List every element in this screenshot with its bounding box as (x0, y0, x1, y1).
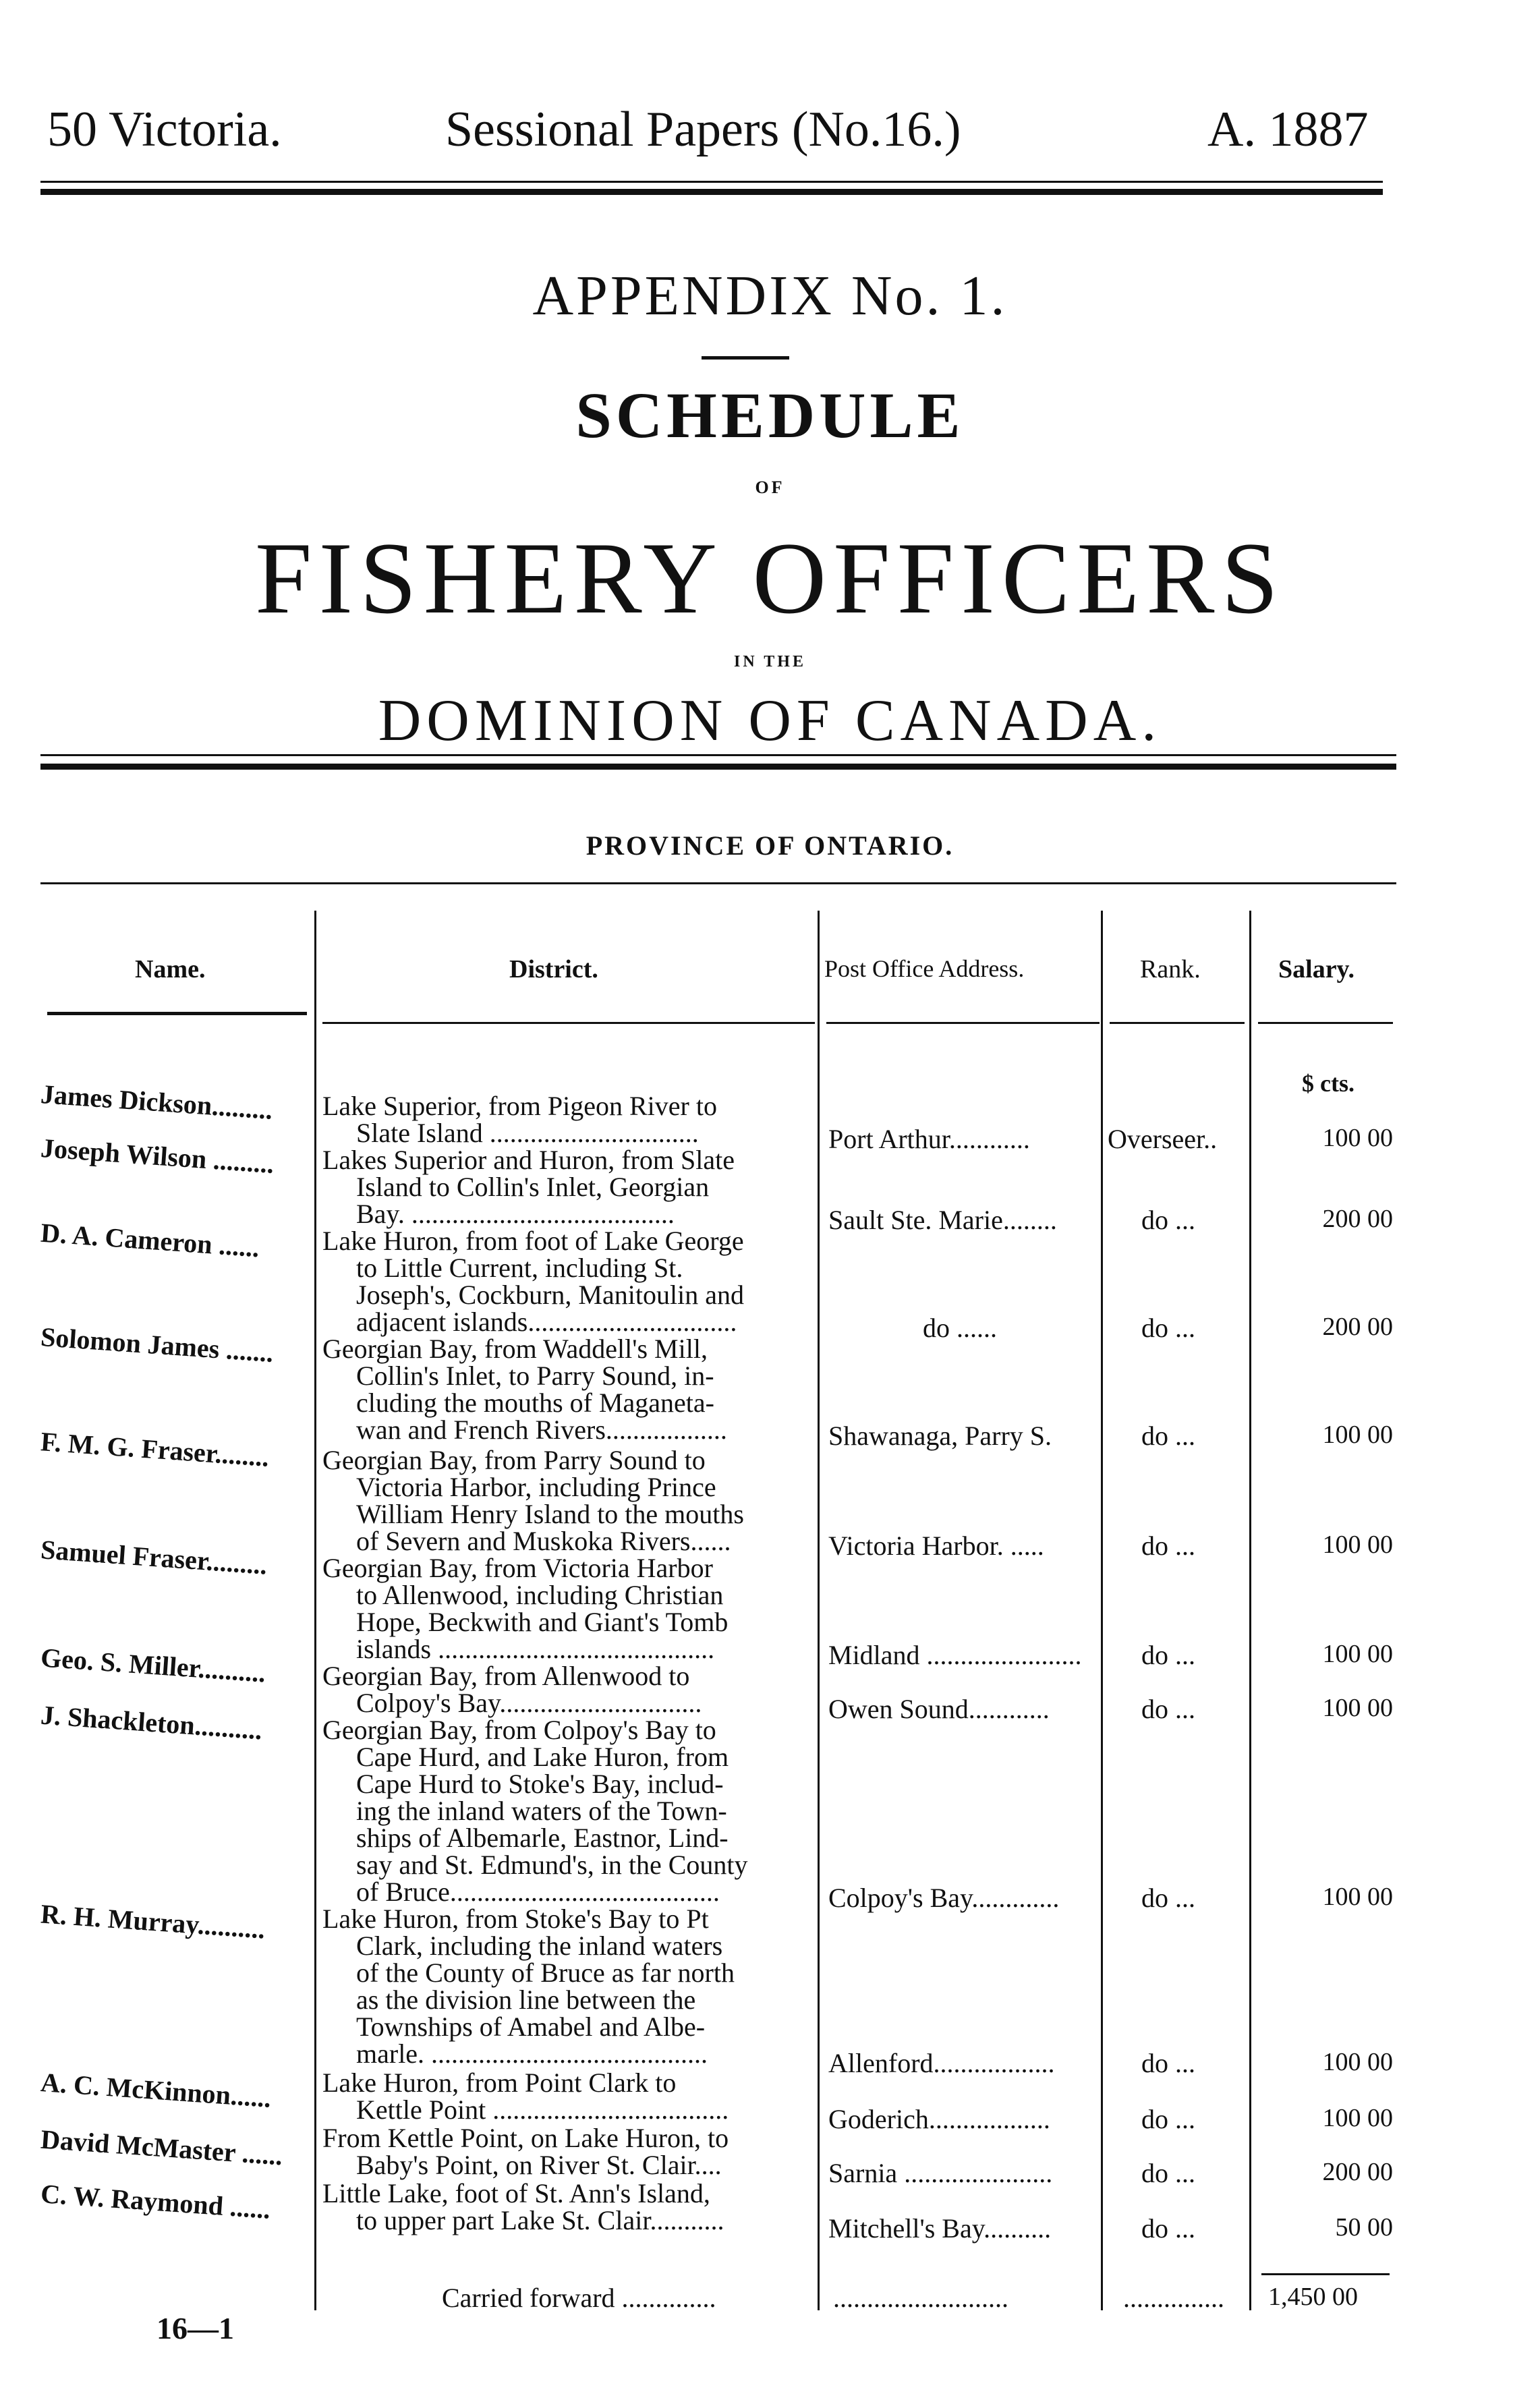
col-header-name: Name. (135, 955, 206, 983)
header-rule-thin (40, 181, 1383, 183)
carried-forward-leader: .......................... (833, 2283, 1008, 2313)
rank-cell: Overseer.. (1108, 1124, 1218, 1154)
appendix-title: APPENDIX No. 1. (532, 264, 1008, 327)
district-line: cluding the mouths of Maganeta- (356, 1388, 714, 1418)
district-line: Georgian Bay, from Waddell's Mill, (322, 1334, 708, 1364)
salary-cell: 100 00 (1322, 1124, 1393, 1152)
district-line: Lake Huron, from foot of Lake George (322, 1226, 744, 1256)
district-cell (322, 1717, 822, 1906)
post-office-cell: Allenford.................. (828, 2048, 1055, 2078)
officer-name: James Dickson......... (39, 1079, 274, 1125)
district-line: Lake Huron, from Stoke's Bay to Pt (322, 1904, 709, 1934)
district-line: Collin's Inlet, to Parry Sound, in- (356, 1361, 714, 1391)
district-line: Georgian Bay, from Allenwood to (322, 1661, 690, 1691)
salary-cell: 100 00 (1322, 1421, 1393, 1449)
district-line: Hope, Beckwith and Giant's Tomb (356, 1607, 729, 1637)
district-line: of Bruce........................................ (356, 1877, 720, 1907)
salary-cell: 100 00 (1322, 2104, 1393, 2132)
salary-cell: 200 00 (1322, 1313, 1393, 1341)
rank-cell: do ... (1141, 1531, 1195, 1561)
header-underline (1110, 1022, 1245, 1024)
schedule-title: SCHEDULE (575, 379, 965, 451)
district-cell (322, 2069, 822, 2123)
post-office-cell: Colpoy's Bay............. (828, 1883, 1060, 1913)
district-line: ships of Albemarle, Eastnor, Lind- (356, 1823, 729, 1853)
district-line: Island to Collin's Inlet, Georgian (356, 1172, 710, 1202)
col-header-post-office: Post Office Address. (824, 955, 1025, 982)
post-office-cell: Owen Sound............ (828, 1694, 1050, 1724)
col-header-district: District. (509, 955, 598, 983)
officer-name: J. Shackleton.......... (39, 1699, 264, 1746)
rank-cell: do ... (1141, 2104, 1195, 2134)
district-line: of Severn and Muskoka Rivers...... (356, 1526, 731, 1556)
page-folio: 16—1 (156, 2311, 234, 2345)
salary-cell: 100 00 (1322, 1883, 1393, 1911)
header-underline (47, 1012, 307, 1015)
header-underline (322, 1022, 815, 1024)
main-title: FISHERY OFFICERS (254, 521, 1286, 635)
title-of: OF (755, 478, 785, 497)
total-rule (1261, 2273, 1390, 2275)
carried-forward-leader: ............... (1123, 2283, 1224, 2313)
officer-name: Samuel Fraser......... (39, 1534, 268, 1580)
salary-unit: $ cts. (1302, 1070, 1354, 1097)
post-office-cell: Port Arthur............ (828, 1124, 1030, 1154)
district-line: say and St. Edmund's, in the County (356, 1850, 748, 1880)
district-line: William Henry Island to the mouths (356, 1499, 744, 1529)
province-heading: PROVINCE OF ONTARIO. (586, 830, 954, 861)
district-cell (322, 1228, 822, 1336)
post-office-cell: Sault Ste. Marie........ (828, 1205, 1057, 1235)
district-line: Townships of Amabel and Albe- (356, 2011, 706, 2042)
rank-cell: do ... (1141, 1640, 1195, 1670)
post-office-cell: Victoria Harbor. ..... (828, 1531, 1044, 1561)
col-header-rank: Rank. (1140, 955, 1201, 983)
district-cell (322, 2125, 822, 2179)
district-line: Lake Superior, from Pigeon River to (322, 1091, 717, 1121)
rank-cell: do ... (1141, 1421, 1195, 1451)
district-cell (322, 1336, 822, 1444)
title-rule-thin (40, 754, 1396, 756)
district-line: Kettle Point ................................... (356, 2094, 729, 2125)
district-cell (322, 1555, 822, 1663)
district-line: From Kettle Point, on Lake Huron, to (322, 2123, 729, 2153)
officer-name: F. M. G. Fraser........ (39, 1426, 270, 1473)
title-rule (40, 764, 1396, 770)
officer-name: A. C. McKinnon...... (39, 2067, 273, 2113)
district-line: to Little Current, including St. (356, 1253, 683, 1283)
district-line: as the division line between the (356, 1985, 696, 2015)
district-cell (322, 2180, 822, 2234)
rank-cell: do ... (1141, 1205, 1195, 1235)
rank-cell: do ... (1141, 1313, 1195, 1343)
salary-cell: 100 00 (1322, 1531, 1393, 1559)
district-line: Baby's Point, on River St. Clair.... (356, 2150, 722, 2180)
district-line: Bay. ....................................... (356, 1199, 675, 1229)
district-line: adjacent islands............................... (356, 1307, 737, 1337)
post-office-cell: Mitchell's Bay.......... (828, 2213, 1052, 2244)
salary-total: 1,450 00 (1268, 2283, 1358, 2311)
col-header-salary: Salary. (1278, 955, 1354, 983)
officer-name: D. A. Cameron ...... (39, 1217, 260, 1263)
salary-cell: 200 00 (1322, 2158, 1393, 2186)
district-cell (322, 1906, 822, 2067)
salary-cell: 100 00 (1322, 2048, 1393, 2076)
district-line: Lake Huron, from Point Clark to (322, 2067, 677, 2098)
rank-cell: do ... (1141, 1694, 1195, 1724)
rank-cell: do ... (1141, 2158, 1195, 2188)
post-office-cell: Sarnia ...................... (828, 2158, 1053, 2188)
district-line: Georgian Bay, from Parry Sound to (322, 1445, 706, 1475)
district-line: marle. ......................................... (356, 2038, 708, 2069)
header-rule (40, 189, 1383, 195)
header-sessional-papers: Sessional Papers (No.16.) (445, 102, 961, 157)
district-line: Joseph's, Cockburn, Manitoulin and (356, 1280, 744, 1310)
district-line: Lakes Superior and Huron, from Slate (322, 1145, 735, 1175)
district-line: Little Lake, foot of St. Ann's Island, (322, 2178, 710, 2208)
header-volume: 50 Victoria. (47, 102, 282, 157)
district-cell (322, 1663, 822, 1717)
salary-cell: 100 00 (1322, 1694, 1393, 1722)
header-underline (1258, 1022, 1393, 1024)
header-underline (826, 1022, 1100, 1024)
post-office-cell: Midland ....................... (828, 1640, 1082, 1670)
district-line: of the County of Bruce as far north (356, 1958, 735, 1988)
officer-name: R. H. Murray.......... (39, 1898, 266, 1945)
district-line: Colpoy's Bay.............................. (356, 1688, 702, 1718)
officer-name: Geo. S. Miller.......... (39, 1642, 267, 1688)
dominion-title: DOMINION OF CANADA. (378, 688, 1162, 753)
district-line: Victoria Harbor, including Prince (356, 1472, 716, 1502)
carried-forward-label: Carried forward .............. (442, 2283, 716, 2313)
title-in-the: IN THE (734, 653, 806, 670)
district-line: Slate Island ............................... (356, 1118, 699, 1148)
rank-cell: do ... (1141, 2213, 1195, 2244)
rank-cell: do ... (1141, 2048, 1195, 2078)
officer-name: Joseph Wilson ......... (39, 1132, 275, 1180)
district-line: to Allenwood, including Christian (356, 1580, 724, 1610)
district-line: islands ......................................... (356, 1634, 715, 1664)
title-dash (702, 356, 789, 360)
officer-name: David McMaster ...... (39, 2123, 284, 2171)
column-rule (1249, 911, 1251, 2310)
post-office-cell: Goderich.................. (828, 2104, 1050, 2134)
district-line: to upper part Lake St. Clair........... (356, 2205, 724, 2235)
district-cell (322, 1447, 822, 1555)
district-line: Cape Hurd to Stoke's Bay, includ- (356, 1769, 724, 1799)
district-line: Georgian Bay, from Colpoy's Bay to (322, 1715, 716, 1745)
district-line: ing the inland waters of the Town- (356, 1796, 727, 1826)
officer-name: C. W. Raymond ...... (39, 2178, 272, 2225)
district-cell (322, 1147, 822, 1228)
column-rule (1101, 911, 1103, 2310)
column-rule (314, 911, 316, 2310)
post-office-cell: do ...... (923, 1313, 997, 1343)
salary-cell: 50 00 (1335, 2213, 1393, 2242)
rank-cell: do ... (1141, 1883, 1195, 1913)
district-line: wan and French Rivers.................. (356, 1415, 727, 1445)
header-year: A. 1887 (1207, 102, 1369, 157)
salary-cell: 100 00 (1322, 1640, 1393, 1668)
salary-cell: 200 00 (1322, 1205, 1393, 1233)
officer-name: Solomon James ....... (39, 1321, 275, 1368)
district-line: Georgian Bay, from Victoria Harbor (322, 1553, 713, 1583)
table-top-rule (40, 882, 1396, 884)
district-cell (322, 1093, 822, 1147)
district-line: Clark, including the inland waters (356, 1931, 723, 1961)
district-line: Cape Hurd, and Lake Huron, from (356, 1742, 729, 1772)
post-office-cell: Shawanaga, Parry S. (828, 1421, 1052, 1451)
